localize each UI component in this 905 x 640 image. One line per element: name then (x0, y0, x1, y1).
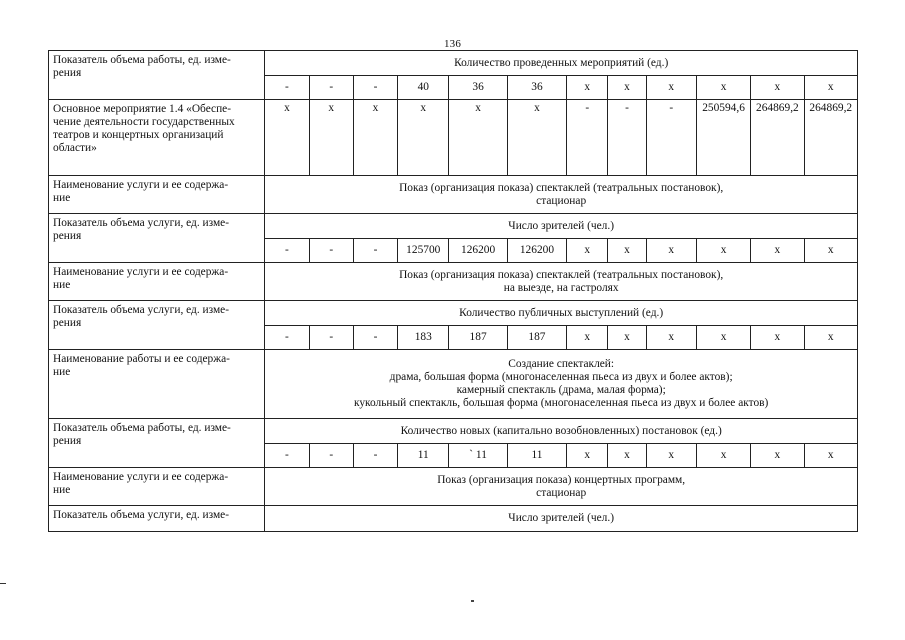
row-label-text: Показатель объема услуги, ед. изме- рения (53, 217, 230, 242)
value-cell (309, 100, 353, 176)
value-cell (353, 444, 397, 468)
value-text: х (584, 244, 591, 256)
value-cell (751, 444, 804, 468)
value-cell (804, 76, 857, 100)
value-text: х (624, 81, 630, 93)
value-text: х (827, 331, 834, 343)
value-text: х (774, 81, 781, 93)
value-cell (449, 76, 507, 100)
value-text: х (827, 244, 834, 256)
value-text: 187 (528, 331, 546, 343)
value-text: х (624, 244, 630, 256)
row-label (49, 263, 265, 301)
value-cell (398, 444, 449, 468)
service-description (265, 263, 858, 301)
value-text: х (534, 102, 540, 114)
service-row (49, 176, 858, 214)
value-text: х (328, 102, 335, 114)
value-text: х (720, 449, 727, 461)
value-cell (449, 239, 507, 263)
indicator-name (265, 419, 858, 444)
row-label-text: Наименование услуги и ее содержа- ние (53, 179, 229, 204)
value-text: - (373, 449, 378, 461)
indicator-name (265, 214, 858, 239)
value-cell (696, 326, 750, 350)
value-text: 125700 (406, 244, 441, 256)
value-text: - (625, 102, 629, 114)
value-text: - (373, 244, 378, 256)
value-cell (353, 326, 397, 350)
row-label-text: Показатель объема услуги, ед. изме- рения (53, 304, 230, 329)
indicator-name (265, 51, 858, 76)
value-cell (353, 239, 397, 263)
row-label (49, 301, 265, 350)
indicator-name-text: Количество проведенных мероприятий (ед.) (454, 56, 669, 69)
value-cell (608, 76, 646, 100)
value-text: - (373, 331, 378, 343)
row-label-text: Наименование услуги и ее содержа- ние (53, 266, 229, 291)
value-text: 264869,2 (756, 102, 799, 114)
value-text: - (329, 449, 334, 461)
value-cell (449, 100, 507, 176)
value-text: х (584, 331, 591, 343)
value-cell (353, 100, 397, 176)
value-cell (751, 239, 804, 263)
value-cell (567, 76, 608, 100)
row-label (49, 51, 265, 100)
value-cell (804, 326, 857, 350)
value-cell (646, 326, 696, 350)
value-cell (804, 100, 857, 176)
service-description (265, 176, 858, 214)
value-cell (567, 239, 608, 263)
value-cell (646, 76, 696, 100)
value-cell (804, 239, 857, 263)
value-text: ` 11 (469, 449, 487, 461)
indicator-header-row (49, 419, 858, 444)
row-label (49, 419, 265, 468)
value-cell (449, 326, 507, 350)
value-cell (265, 326, 309, 350)
service-row (49, 263, 858, 301)
value-cell (507, 239, 566, 263)
service-row (49, 468, 858, 506)
row-label-text: Основное мероприятие 1.4 «Обеспе- чение деятельности государственных театров и концертных организаций области» (53, 103, 235, 154)
value-cell (309, 239, 353, 263)
row-label-text: Наименование работы и ее содержа- ние (53, 353, 230, 378)
value-text: - (585, 102, 590, 114)
value-cell (567, 326, 608, 350)
value-text: 187 (469, 331, 487, 343)
value-cell (696, 76, 750, 100)
value-cell (507, 326, 566, 350)
value-text: - (285, 331, 289, 343)
value-text: 36 (531, 81, 543, 93)
value-cell (804, 444, 857, 468)
row-label (49, 350, 265, 419)
value-cell (449, 444, 507, 468)
value-text: 183 (414, 331, 432, 343)
indicator-name-text: Количество новых (капитально возобновленных) постановок (ед.) (400, 424, 722, 437)
service-description (265, 468, 858, 506)
indicator-name-text: Количество публичных выступлений (ед.) (459, 306, 664, 319)
value-cell (507, 444, 566, 468)
value-text: х (774, 331, 781, 343)
value-text: 264869,2 (809, 102, 853, 114)
value-text: х (584, 449, 591, 461)
scan-artifact-dot (471, 600, 474, 602)
value-text: х (720, 244, 727, 256)
indicator-header-row (49, 506, 858, 532)
service-description-text: Показ (организация показа) спектаклей (театральных постановок), на выезде, на гастролях (399, 268, 724, 294)
page-number: 136 (443, 38, 462, 50)
row-label-text: Показатель объема работы, ед. изме- рения (53, 54, 231, 79)
row-label (49, 468, 265, 506)
scan-artifact-line (0, 583, 6, 584)
value-text: х (372, 102, 379, 114)
service-description-text: Показ (организация показа) концертных программ, стационар (437, 473, 686, 499)
service-description-text: Показ (организация показа) спектаклей (театральных постановок), стационар (399, 181, 724, 207)
value-text: х (668, 449, 675, 461)
indicator-name-text: Число зрителей (чел.) (508, 512, 614, 524)
value-cell (646, 100, 696, 176)
value-text: 40 (417, 81, 429, 93)
value-cell (507, 76, 566, 100)
value-cell (751, 76, 804, 100)
value-cell (646, 239, 696, 263)
value-cell (398, 326, 449, 350)
value-cell (398, 100, 449, 176)
indicator-name (265, 506, 858, 532)
value-text: х (720, 331, 727, 343)
value-text: х (668, 244, 675, 256)
indicator-header-row (49, 301, 858, 326)
value-text: - (329, 331, 334, 343)
value-cell (646, 444, 696, 468)
value-cell (608, 326, 646, 350)
value-text: х (774, 449, 781, 461)
value-cell (696, 444, 750, 468)
value-text: х (624, 331, 630, 343)
value-text: 250594,6 (702, 102, 745, 114)
indicator-table (48, 50, 858, 532)
row-label (49, 176, 265, 214)
value-cell (751, 100, 804, 176)
value-text: х (774, 244, 781, 256)
activity-row (49, 100, 858, 176)
value-text: х (584, 81, 591, 93)
row-label (49, 214, 265, 263)
value-text: - (373, 81, 378, 93)
value-text: 36 (472, 81, 484, 93)
value-text: 126200 (519, 244, 555, 256)
value-text: х (668, 81, 675, 93)
value-cell (398, 239, 449, 263)
value-cell (398, 76, 449, 100)
value-text: - (285, 81, 289, 93)
value-cell (608, 239, 646, 263)
indicator-name (265, 301, 858, 326)
value-text: 126200 (461, 244, 496, 256)
row-label-text: Наименование услуги и ее содержа- ние (53, 471, 229, 496)
value-cell (265, 100, 309, 176)
value-cell (696, 100, 750, 176)
row-label (49, 100, 265, 176)
value-text: - (669, 102, 674, 114)
value-text: 11 (531, 449, 543, 461)
value-text: х (827, 449, 834, 461)
row-label (49, 506, 265, 532)
value-text: х (668, 331, 675, 343)
value-text: - (329, 244, 334, 256)
service-description (265, 350, 858, 419)
value-text: х (284, 102, 290, 114)
value-cell (265, 444, 309, 468)
value-text: 11 (417, 449, 429, 461)
value-cell (567, 444, 608, 468)
value-text: х (720, 81, 727, 93)
indicator-header-row (49, 214, 858, 239)
value-text: х (827, 81, 834, 93)
value-cell (567, 100, 608, 176)
value-cell (353, 76, 397, 100)
value-cell (608, 100, 646, 176)
value-text: х (475, 102, 481, 114)
indicator-header-row (49, 51, 858, 76)
value-text: - (285, 244, 289, 256)
value-cell (696, 239, 750, 263)
value-cell (265, 239, 309, 263)
value-cell (507, 100, 566, 176)
value-text: х (624, 449, 630, 461)
row-label-text: Показатель объема работы, ед. изме- рения (53, 422, 231, 447)
value-text: - (285, 449, 289, 461)
value-cell (608, 444, 646, 468)
value-cell (309, 444, 353, 468)
service-row (49, 350, 858, 419)
value-cell (751, 326, 804, 350)
value-cell (309, 76, 353, 100)
row-label-text: Показатель объема услуги, ед. изме- (53, 509, 230, 521)
value-text: - (329, 81, 334, 93)
value-text: х (420, 102, 427, 114)
value-cell (265, 76, 309, 100)
indicator-name-text: Число зрителей (чел.) (508, 219, 614, 232)
service-description-text: Создание спектаклей: драма, большая форма (многонаселенная пьеса из двух и более актов); камерный спектакль (драма, малая форма); кукольный спектакль, большая форма (многонаселенная пьеса из двух и более актов) (353, 358, 769, 409)
value-cell (309, 326, 353, 350)
